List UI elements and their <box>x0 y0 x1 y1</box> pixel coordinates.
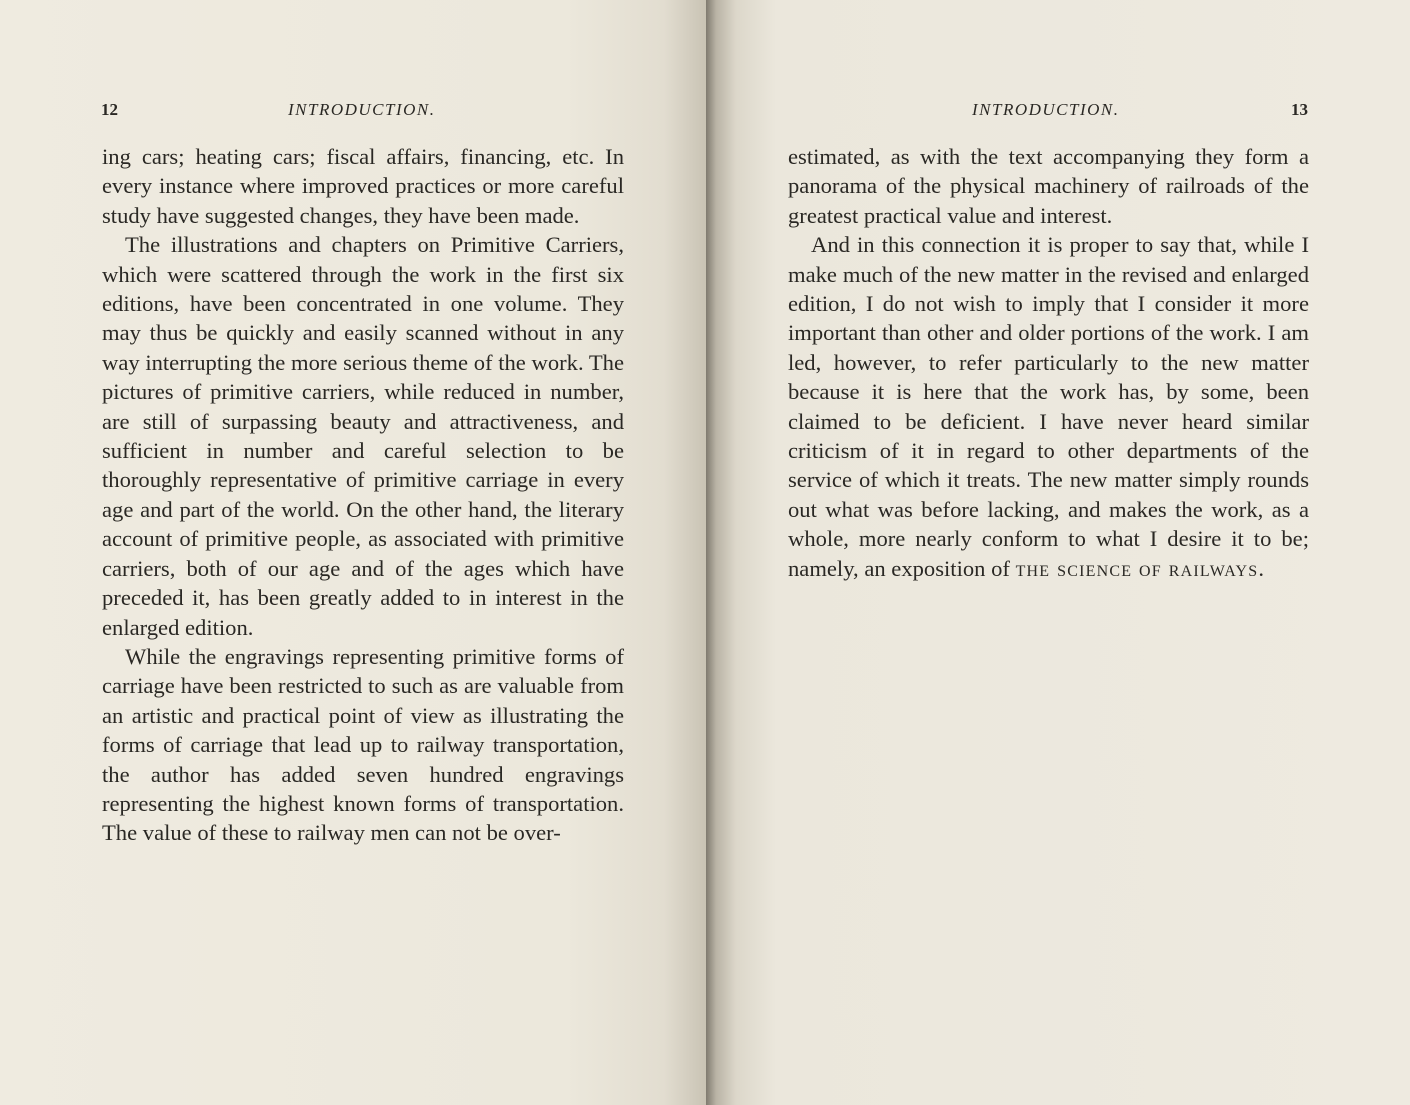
left-paragraph-3: While the engravings representing primitive forms of carriage have been restricted to such as are valuable from an artistic and practical point of view as illustrating the forms of carriage that lead up to railway transportation, the author has added seven hundred engravings representing the highest known forms of transportation. The value of these to railway men can not be over- <box>102 643 624 846</box>
right-running-head: INTRODUCTION. <box>972 100 1120 119</box>
right-paragraph-1: estimated, as with the text accompanying they form a panorama of the physical machinery of railroads of the greatest practical value and interest. <box>788 144 1309 228</box>
left-paragraph-1: ing cars; heating cars; fiscal affairs, financing, etc. In every instance where improved practices or more careful study have suggested changes, they have been made. <box>102 144 624 228</box>
left-page-number: 12 <box>101 100 118 119</box>
right-body-text <box>788 142 1309 583</box>
right-paragraph-2 <box>788 230 1309 583</box>
left-body-text <box>102 142 624 848</box>
right-page-number: 13 <box>1291 100 1308 119</box>
science-of-railways-title: the science of railways. <box>1015 555 1266 581</box>
left-paragraph-2: The illustrations and chapters on Primitive Carriers, which were scattered through the work in the first six editions, have been concentrated in one volume. They may thus be quickly and easily scanned without in any way interrupting the more serious theme of the work. The pictures of primitive carriers, while reduced in number, are still of surpassing beauty and attractiveness, and sufficient in number and careful selection to be thoroughly representative of primitive carriage in every age and part of the world. On the other hand, the literary account of primitive people, as associated with primitive carriers, both of our age and of the ages which have preceded it, has been greatly added to in interest in the enlarged edition. <box>102 232 624 640</box>
right-paragraph-2-text: And in this connection it is proper to say that, while I make much of the new matter in the revised and enlarged edition, I do not wish to imply that I consider it more important than other and older portions of the work. I am led, however, to refer particularly to the new matter because it is here that the work has, by some, been claimed to be deficient. I have never heard similar criticism of it in regard to other departments of the service of which it treats. The new matter simply rounds out what was before lacking, and makes the work, as a whole, more nearly conform to what I desire it to be; namely, an exposition of <box>788 232 1309 581</box>
left-running-head: INTRODUCTION. <box>288 100 436 119</box>
right-page <box>706 0 1410 1105</box>
